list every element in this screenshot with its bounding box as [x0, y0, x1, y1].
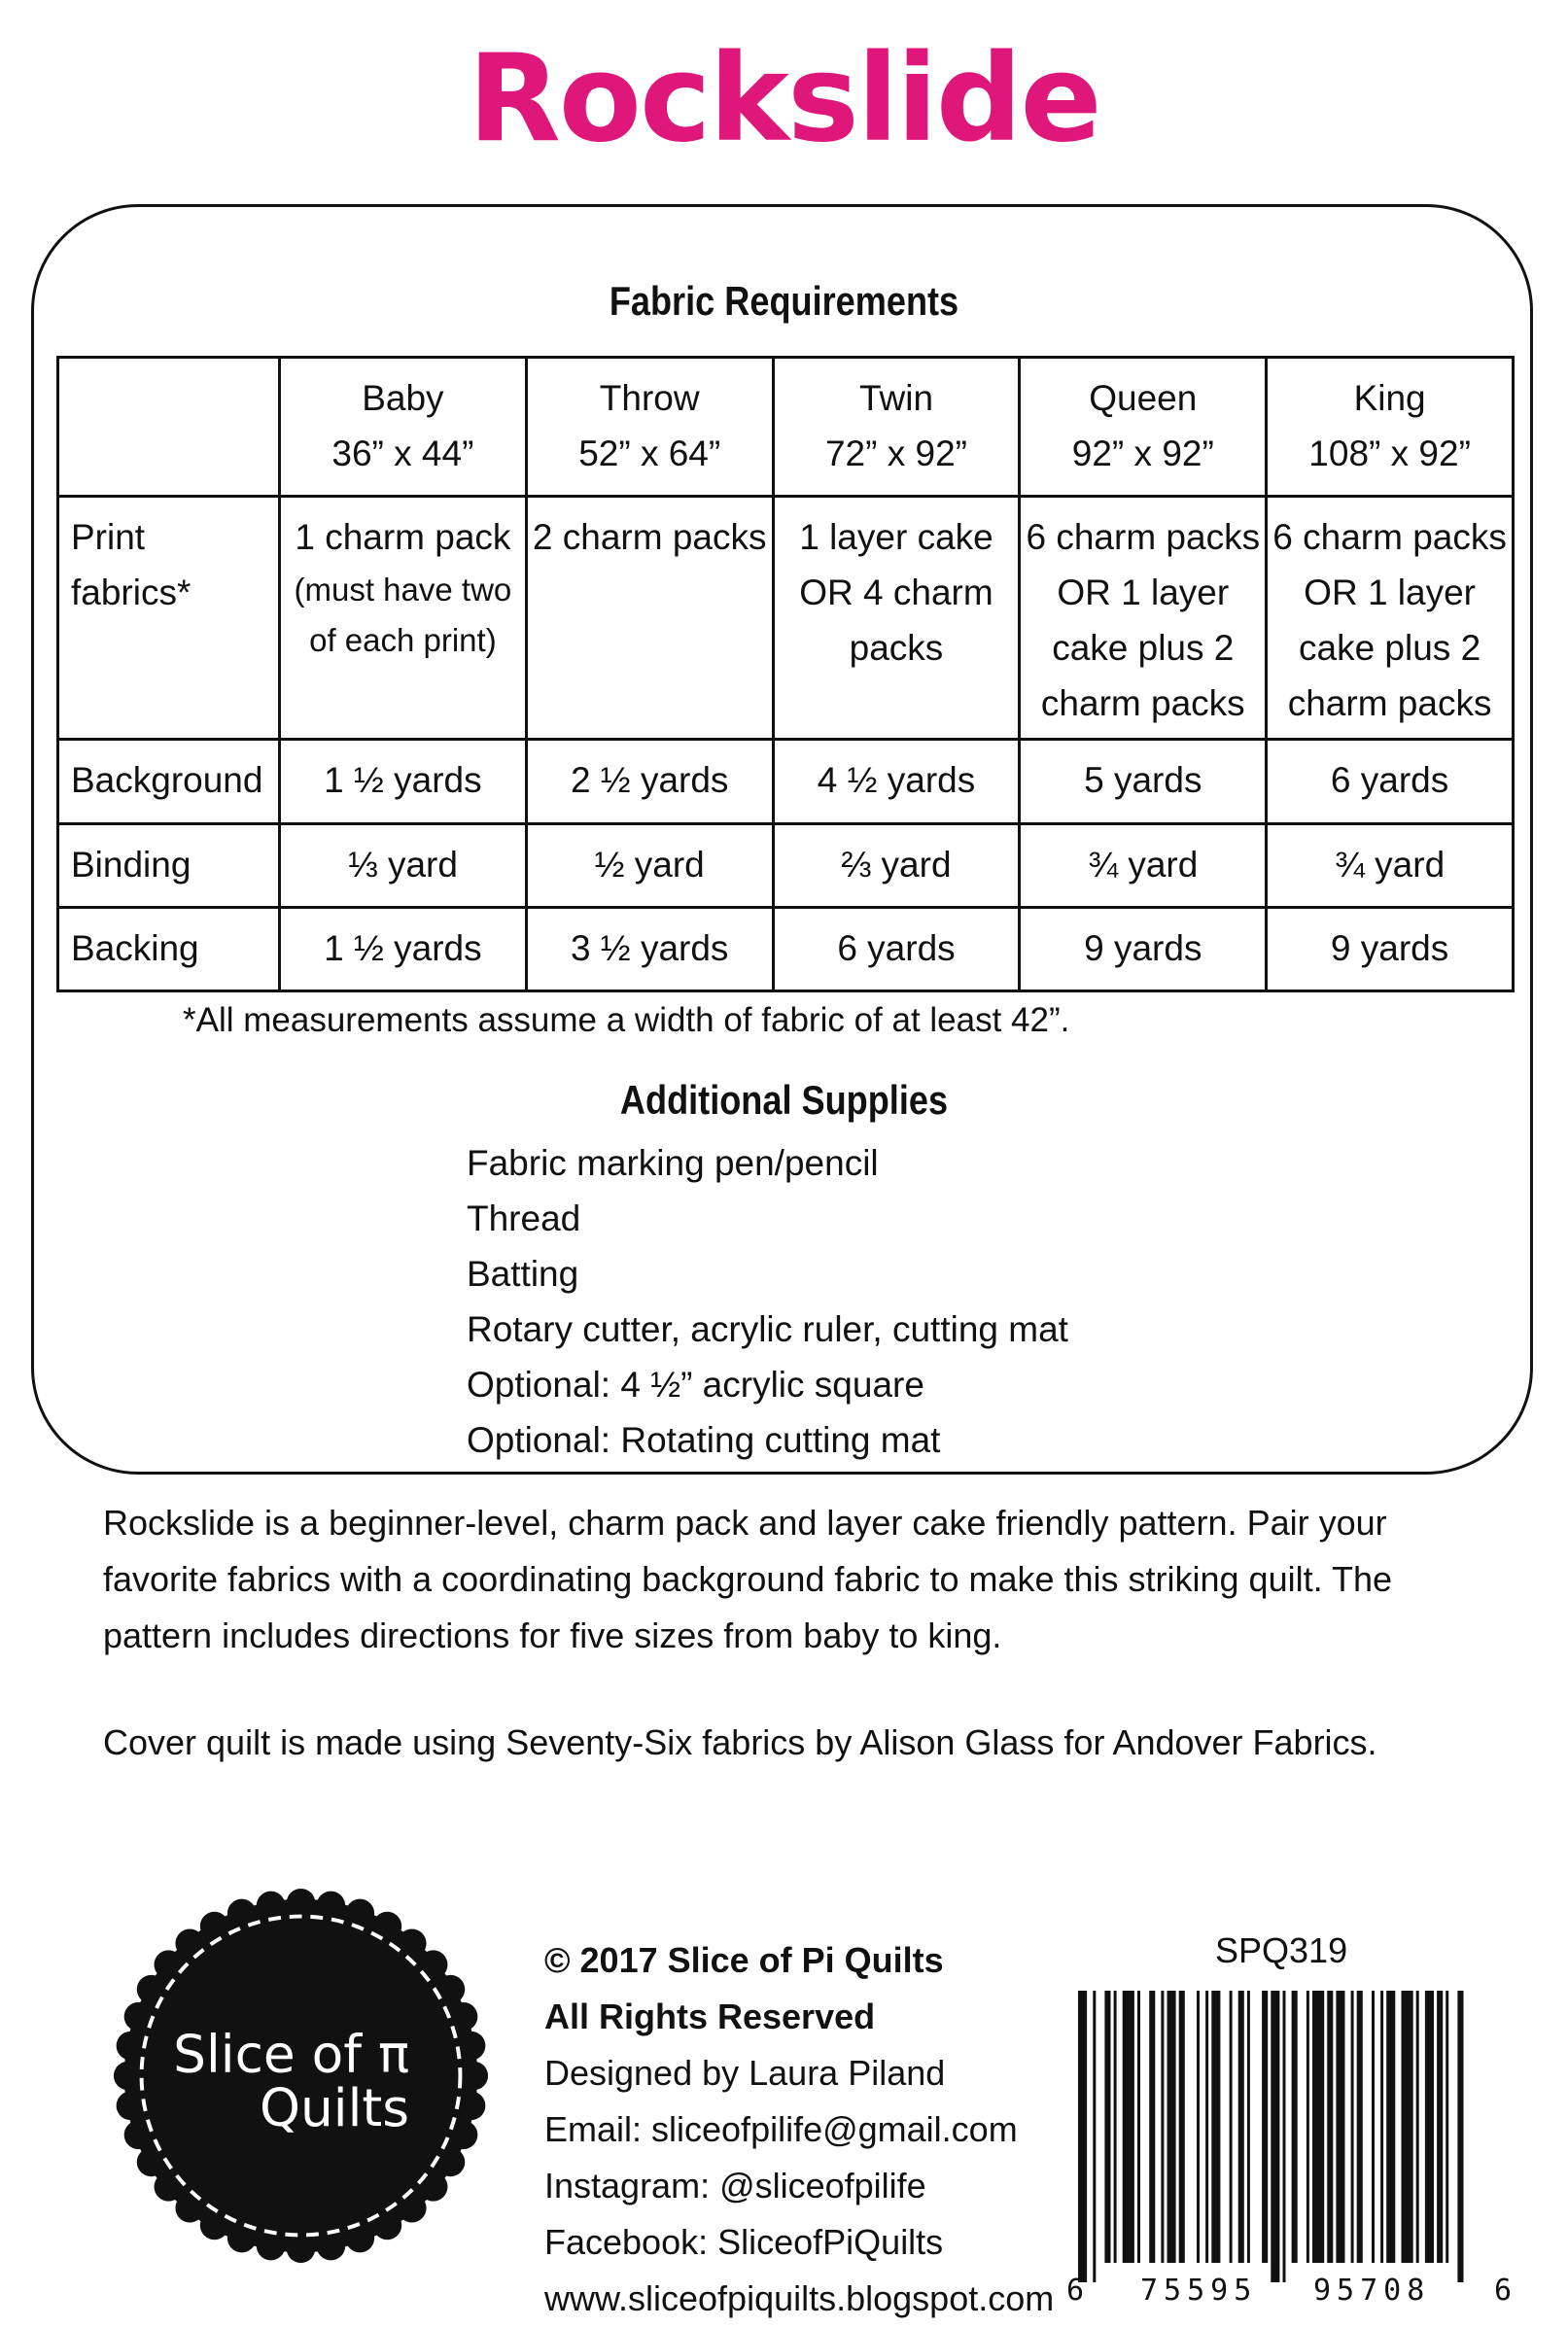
table-cell: [1267, 496, 1514, 739]
table-cell: [280, 823, 527, 907]
size-dimensions: 36” x 44”: [331, 434, 474, 473]
cell-line: ¾ yard: [1335, 844, 1446, 885]
barcode-left-digits: 75595: [1140, 2274, 1258, 2308]
publisher-info: [544, 1932, 1054, 2327]
supply-item: Optional: Rotating cutting mat: [467, 1420, 941, 1460]
size-header-twin: [773, 358, 1020, 497]
cell-note-line: (must have two: [294, 571, 512, 608]
size-name: King: [1353, 378, 1426, 418]
table-cell: [773, 740, 1020, 823]
cell-line: 1 ½ yards: [324, 760, 482, 801]
table-row: [58, 496, 1514, 739]
cell-line: 2 charm packs: [532, 516, 767, 557]
table-cell: [280, 907, 527, 990]
table-cell: [773, 496, 1020, 739]
table-cell: [1267, 740, 1514, 823]
row-label: Backing: [58, 907, 280, 990]
table-corner-cell: [58, 358, 280, 497]
table-cell: [1020, 496, 1267, 739]
table-cell: [1267, 907, 1514, 990]
supply-item: Fabric marking pen/pencil: [467, 1143, 879, 1183]
cell-line: ⅓ yard: [347, 844, 458, 885]
email-line: Email: sliceofpilife@gmail.com: [544, 2109, 1018, 2149]
cell-line: 6 charm packs: [1026, 516, 1261, 557]
cell-line: 1 charm pack: [295, 516, 511, 557]
cell-line: charm packs: [1287, 682, 1492, 723]
table-cell: [1020, 823, 1267, 907]
supply-item: Thread: [467, 1198, 581, 1238]
row-label: Binding: [58, 823, 280, 907]
table-cell: [526, 496, 773, 739]
cell-line: cake plus 2: [1299, 627, 1481, 668]
barcode-right-digits: 95708: [1313, 2274, 1431, 2308]
pattern-description: Rockslide is a beginner-level, charm pack and layer cake friendly pattern. Pair your favorite fabrics with a coordinating background fabric to make this striking quilt. The pattern includes directions for five sizes from baby to king.: [103, 1503, 1392, 1655]
cell-line: 3 ½ yards: [570, 927, 729, 968]
slice-of-pi-quilts-logo: [109, 1884, 493, 2268]
cell-line: 9 yards: [1330, 927, 1449, 968]
cell-line: OR 1 layer: [1057, 572, 1230, 612]
table-cell: [526, 823, 773, 907]
row-label: Background: [58, 740, 280, 823]
size-name: Throw: [599, 378, 700, 418]
table-row: [58, 823, 1514, 907]
rights-line: All Rights Reserved: [544, 1997, 876, 2036]
table-cell: [526, 740, 773, 823]
cell-line: ¾ yard: [1088, 844, 1199, 885]
size-dimensions: 72” x 92”: [824, 434, 967, 473]
cell-line: 2 ½ yards: [570, 760, 729, 801]
size-dimensions: 108” x 92”: [1308, 434, 1471, 473]
table-cell: [1020, 740, 1267, 823]
cell-line: OR 1 layer: [1304, 572, 1477, 612]
cell-line: 6 charm packs: [1272, 516, 1507, 557]
page-title: Rockslide: [468, 29, 1100, 169]
size-header-queen: [1020, 358, 1267, 497]
logo-text-line2: Quilts: [260, 2077, 410, 2138]
sku-code: SPQ319: [1215, 1930, 1348, 1970]
table-cell: [280, 496, 527, 739]
table-cell: [1267, 823, 1514, 907]
cell-line: 5 yards: [1084, 760, 1202, 801]
table-row: [58, 907, 1514, 990]
cell-line: 1 ½ yards: [324, 927, 482, 968]
row-label: Print fabrics*: [58, 496, 280, 739]
supply-item: Rotary cutter, acrylic ruler, cutting mat: [467, 1309, 1068, 1349]
size-header-throw: [526, 358, 773, 497]
cell-line: 6 yards: [1330, 760, 1449, 801]
fabric-requirements-table: [56, 356, 1515, 992]
barcode-check-digit: 6: [1494, 2274, 1513, 2308]
cell-line: 1 layer cake: [799, 516, 993, 557]
cell-line: 9 yards: [1084, 927, 1202, 968]
website-line: www.sliceofpiquilts.blogspot.com: [544, 2278, 1055, 2318]
size-name: Baby: [362, 378, 444, 418]
cell-line: cake plus 2: [1052, 627, 1235, 668]
barcode-bars: [1078, 1991, 1464, 2282]
upc-barcode: [1064, 1991, 1516, 2311]
cell-line: 6 yards: [837, 927, 956, 968]
size-dimensions: 92” x 92”: [1071, 434, 1214, 473]
size-dimensions: 52” x 64”: [578, 434, 721, 473]
size-name: Queen: [1089, 378, 1198, 418]
supply-item: Optional: 4 ½” acrylic square: [467, 1365, 924, 1405]
measurement-footnote: *All measurements assume a width of fabric of at least 42”.: [183, 1001, 1070, 1039]
additional-supplies-heading: Additional Supplies: [619, 1077, 949, 1123]
size-header-king: [1267, 358, 1514, 497]
logo-text-line1: Slice of π: [173, 2024, 410, 2085]
cell-line: 4 ½ yards: [817, 760, 976, 801]
copyright-line: © 2017 Slice of Pi Quilts: [544, 1940, 944, 1980]
barcode-lead-digit: 6: [1066, 2274, 1085, 2308]
fabric-credit: Cover quilt is made using Seventy-Six fabrics by Alison Glass for Andover Fabrics.: [103, 1722, 1377, 1762]
table-row: [58, 740, 1514, 823]
table-cell: [773, 907, 1020, 990]
designer-line: Designed by Laura Piland: [544, 2053, 946, 2093]
instagram-line: Instagram: @sliceofpilife: [544, 2166, 926, 2205]
cell-line: packs: [849, 627, 944, 668]
table-cell: [526, 907, 773, 990]
fabric-requirements-heading: Fabric Requirements: [609, 278, 959, 324]
table-cell: [773, 823, 1020, 907]
cell-line: ½ yard: [594, 844, 705, 885]
cell-line: ⅔ yard: [841, 844, 952, 885]
table-cell: [1020, 907, 1267, 990]
facebook-line: Facebook: SliceofPiQuilts: [544, 2222, 944, 2262]
supply-item: Batting: [467, 1254, 579, 1294]
table-cell: [280, 740, 527, 823]
size-name: Twin: [858, 378, 934, 418]
cell-line: charm packs: [1040, 682, 1245, 723]
cell-note-line: of each print): [309, 621, 497, 658]
supplies-list: [467, 1135, 1068, 1468]
size-header-baby: [280, 358, 527, 497]
cell-line: OR 4 charm: [799, 572, 993, 612]
